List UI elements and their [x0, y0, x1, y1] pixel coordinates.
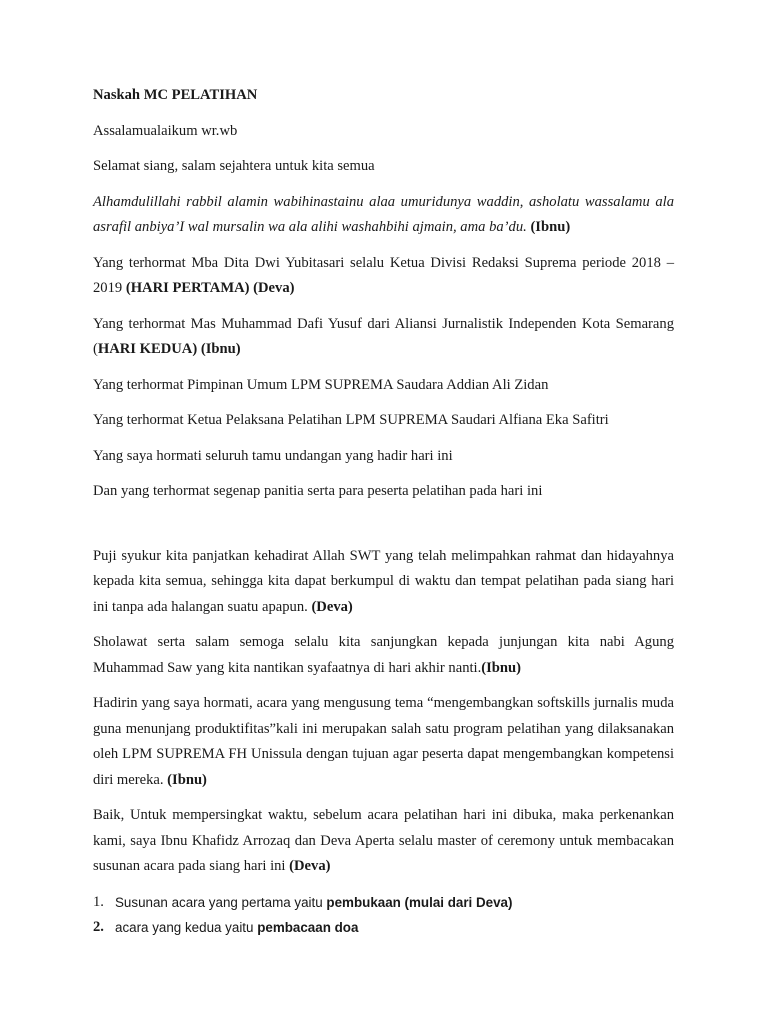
agenda-bold-text: pembacaan doa	[257, 920, 359, 935]
opening-prayer	[93, 190, 674, 241]
body-paragraph	[93, 691, 674, 793]
paragraph-text: Puji syukur kita panjatkan kehadirat Allah SWT yang telah melimpahkan rahmat dan hidayahnya kepada kita semua, sehingga kita dapat berkumpul di waktu dan tempat pelatihan pada siang hari ini tanpa ada halangan suatu apapun.	[93, 547, 674, 615]
greeting-line: Assalamualaikum wr.wb	[93, 122, 238, 139]
speaker-tag: (Ibnu)	[530, 219, 571, 235]
agenda-bold-text: pembukaan (mulai dari Deva)	[326, 894, 513, 910]
speaker-tag: (HARI PERTAMA) (Deva)	[125, 280, 295, 296]
list-number: 1.	[93, 893, 104, 910]
welcome-line: Selamat siang, salam sejahtera untuk kita semua	[93, 158, 375, 174]
salutation-text: Yang terhormat Mas Muhammad Dafi Yusuf dari Aliansi Jurnalistik Independen Kota Semarang (	[93, 315, 674, 357]
salutation-line: Yang saya hormati seluruh tamu undangan yang hadir hari ini	[93, 447, 453, 464]
speaker-tag: (Deva)	[289, 858, 331, 874]
salutation-line: Yang terhormat Ketua Pelaksana Pelatihan LPM SUPREMA Saudari Alfiana Eka Safitri	[93, 412, 609, 428]
salutation-line	[93, 251, 674, 302]
list-item	[93, 890, 674, 916]
agenda-text: acara yang kedua yaitu	[115, 920, 254, 935]
list-number: 2.	[93, 919, 104, 935]
salutation-line: Yang terhormat Pimpinan Umum LPM SUPREMA Saudara Addian Ali Zidan	[93, 376, 549, 393]
speaker-tag: (Ibnu)	[481, 659, 521, 676]
agenda-text: Susunan acara yang pertama yaitu	[115, 894, 323, 910]
body-paragraph	[93, 630, 674, 681]
document-body	[93, 83, 674, 941]
salutation-line	[93, 312, 674, 363]
agenda-list	[93, 890, 674, 941]
list-item-text	[115, 915, 358, 941]
opening-prayer-text: Alhamdulillahi rabbil alamin wabihinastainu alaa umuridunya waddin, asholatu wassalamu ala asrafil anbiya’I wal mursalin wa ala alihi washahbihi ajmain, ama ba’du.	[93, 193, 674, 235]
paragraph-text: Sholawat serta salam semoga selalu kita sanjungkan kepada junjungan kita nabi Agung Muhammad Saw yang kita nantikan syafaatnya di hari akhir nanti.	[93, 634, 674, 676]
body-paragraph	[93, 544, 674, 621]
document-title: Naskah MC PELATIHAN	[93, 87, 258, 103]
speaker-tag: (Deva)	[311, 598, 353, 615]
section-spacer	[93, 505, 674, 544]
speaker-tag: (Ibnu)	[167, 771, 207, 788]
list-item-text	[115, 890, 512, 916]
list-item	[93, 915, 674, 941]
salutation-line: Dan yang terhormat segenap panitia serta para peserta pelatihan pada hari ini	[93, 483, 543, 499]
paragraph-text: Baik, Untuk mempersingkat waktu, sebelum acara pelatihan hari ini dibuka, maka perkenankan kami, saya Ibnu Khafidz Arrozaq dan Deva Aperta selalu master of ceremony untuk membacakan susunan acara pada siang hari ini	[93, 807, 674, 874]
paragraph-text: Hadirin yang saya hormati, acara yang mengusung tema “mengembangkan softskills jurnalis muda guna menunjang produktifitas”kali ini merupakan salah satu program pelatihan yang dilaksanakan oleh LPM SUPREMA FH Unissula dengan tujuan agar peserta dapat mengembangkan kompetensi diri mereka.	[93, 695, 674, 788]
salutation-text: Yang terhormat Mba Dita Dwi Yubitasari selalu Ketua Divisi Redaksi Suprema periode 2018 – 2019	[93, 254, 674, 296]
body-paragraph	[93, 803, 674, 880]
speaker-tag: HARI KEDUA) (Ibnu)	[97, 341, 241, 357]
